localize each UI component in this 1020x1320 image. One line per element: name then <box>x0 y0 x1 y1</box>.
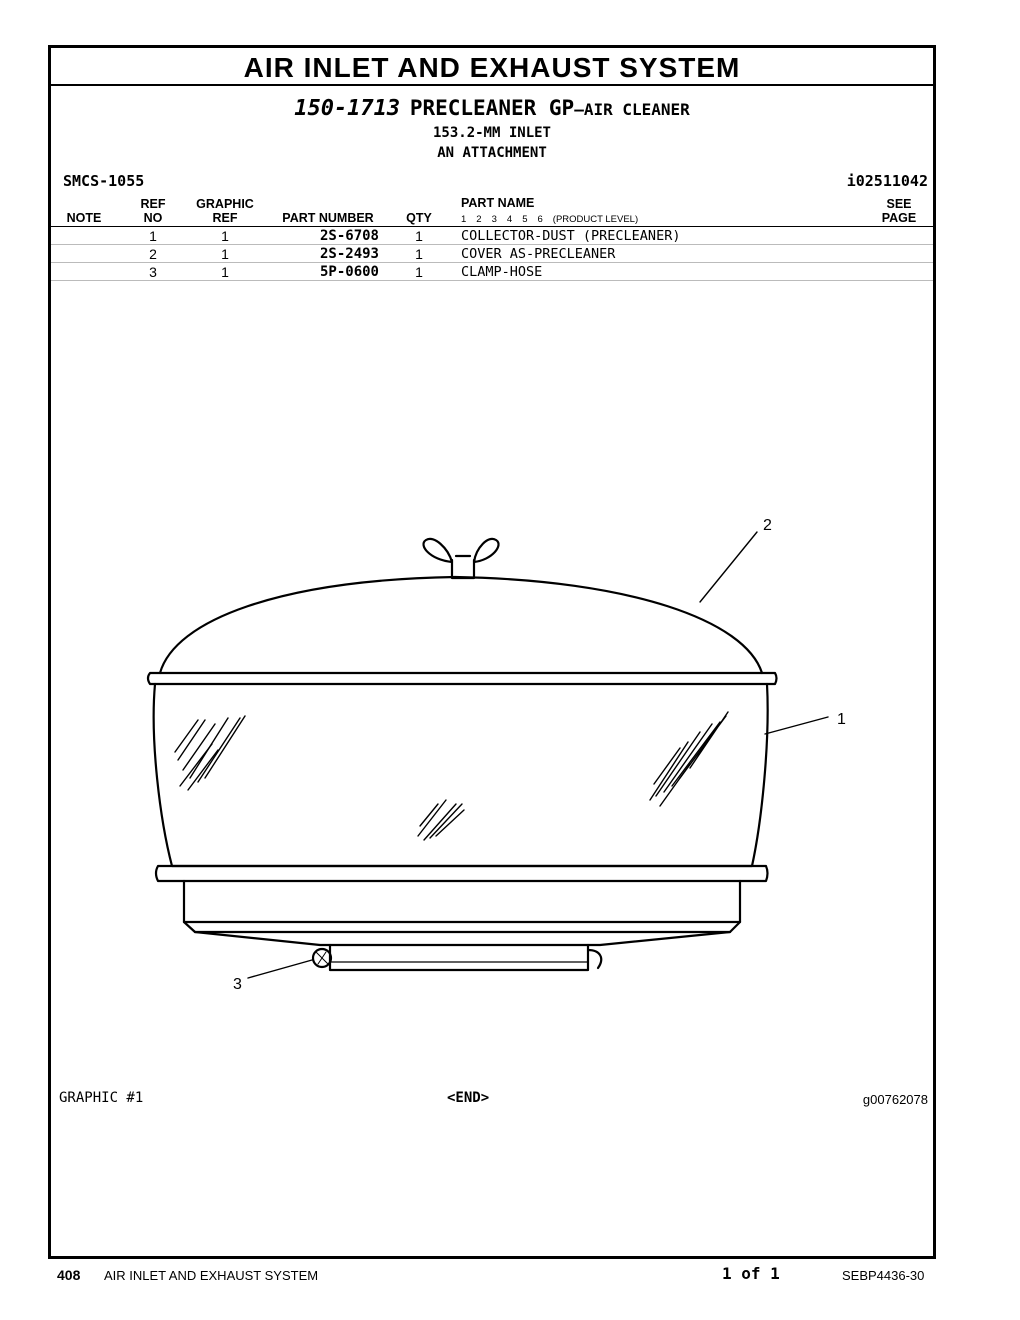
smcs-code: SMCS-1055 <box>63 172 145 190</box>
col-note: NOTE <box>66 211 102 225</box>
row-graphic-ref: 1 <box>221 264 229 280</box>
document-id: i02511042 <box>846 172 928 190</box>
page-of: 1 of 1 <box>722 1264 780 1283</box>
col-part-name: PART NAME <box>461 196 535 210</box>
row-part-number: 2S-6708 <box>319 228 379 244</box>
level-2: 2 <box>476 214 482 225</box>
group-name: PRECLEANER GP <box>409 96 575 120</box>
wing-nut-icon <box>424 539 499 562</box>
level-3: 3 <box>491 214 497 225</box>
level-5: 5 <box>522 214 528 225</box>
section-title: AIR INLET AND EXHAUST SYSTEM <box>51 48 933 86</box>
cover-dome <box>160 577 762 673</box>
col-part-number: PART NUMBER <box>282 211 374 225</box>
row-graphic-ref: 1 <box>221 246 229 262</box>
row-part-name: COLLECTOR-DUST (PRECLEANER) <box>461 228 681 244</box>
row-qty: 1 <box>415 228 423 244</box>
row-part-name: CLAMP-HOSE <box>461 264 543 280</box>
lower-rim <box>156 866 768 881</box>
row-qty: 1 <box>415 246 423 262</box>
row-part-name: COVER AS-PRECLEANER <box>461 246 616 262</box>
col-graphic-bottom: REF <box>212 211 238 225</box>
callout-2: 2 <box>763 517 772 534</box>
row-qty: 1 <box>415 264 423 280</box>
row-ref: 2 <box>149 246 157 262</box>
leader-2 <box>700 532 757 602</box>
col-qty: QTY <box>406 211 432 225</box>
levels-label: (PRODUCT LEVEL) <box>552 214 639 225</box>
level-4: 4 <box>506 214 513 225</box>
row-part-number: 2S-2493 <box>319 246 379 262</box>
callout-3: 3 <box>233 976 242 993</box>
group-description: —AIR CLEANER <box>574 100 690 119</box>
footer-section: AIR INLET AND EXHAUST SYSTEM <box>104 1268 319 1283</box>
row-ref: 3 <box>149 264 157 280</box>
upper-rim <box>148 673 777 684</box>
document-number: SEBP4436-30 <box>842 1268 925 1283</box>
col-ref-top: REF <box>140 197 166 211</box>
leader-1 <box>765 717 828 734</box>
callout-1: 1 <box>837 711 846 728</box>
page-number: 408 <box>57 1267 81 1283</box>
col-graphic-top: GRAPHIC <box>196 197 254 211</box>
hose-clamp <box>330 945 588 970</box>
group-subtitle-inlet: 153.2-MM INLET <box>432 125 551 141</box>
col-see-top: SEE <box>886 197 912 211</box>
level-6: 6 <box>537 214 543 225</box>
row-ref: 1 <box>149 228 157 244</box>
group-subtitle-attachment: AN ATTACHMENT <box>437 145 547 161</box>
level-1: 1 <box>461 214 467 225</box>
row-part-number: 5P-0600 <box>319 264 379 280</box>
end-marker: <END> <box>447 1090 490 1106</box>
group-number: 150-1713 <box>294 96 401 121</box>
graphic-label: GRAPHIC #1 <box>59 1090 144 1106</box>
leader-3 <box>248 960 312 978</box>
col-see-bottom: PAGE <box>881 211 917 225</box>
image-id: g00762078 <box>862 1092 928 1107</box>
row-graphic-ref: 1 <box>221 228 229 244</box>
col-ref-bottom: NO <box>143 211 163 225</box>
